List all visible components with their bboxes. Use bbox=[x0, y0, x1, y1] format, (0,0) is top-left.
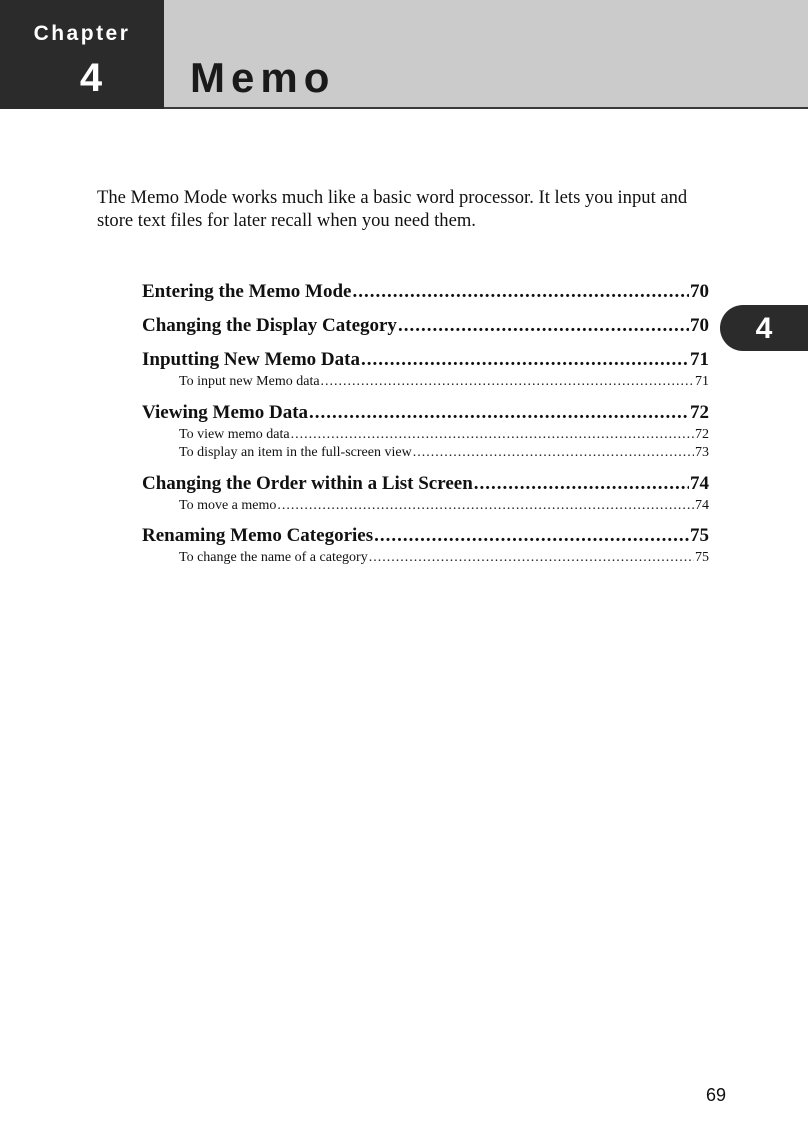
toc-subentry-label: To change the name of a category bbox=[179, 550, 368, 565]
toc-entry-label: Changing the Display Category bbox=[142, 315, 397, 336]
toc-entry-label: Viewing Memo Data bbox=[142, 401, 309, 423]
dot-leader bbox=[352, 279, 689, 305]
dot-leader bbox=[291, 426, 694, 445]
intro-paragraph: The Memo Mode works much like a basic word processor. It lets you input and store text files for later recall when you need them. bbox=[97, 187, 688, 231]
toc-subentry-label: To move a memo bbox=[179, 497, 277, 513]
toc-subentry[interactable] bbox=[142, 444, 709, 463]
toc-subentry[interactable] bbox=[142, 497, 709, 516]
toc-subentry[interactable] bbox=[142, 373, 709, 392]
toc-subentry-label: To input new Memo data bbox=[179, 374, 320, 389]
toc-entry-page: 72 bbox=[690, 401, 709, 423]
toc-subentry[interactable] bbox=[142, 549, 709, 568]
toc-entry[interactable] bbox=[142, 313, 709, 339]
toc-entry-page: 71 bbox=[690, 349, 709, 370]
toc-entry[interactable] bbox=[142, 471, 709, 497]
chapter-badge bbox=[0, 0, 164, 109]
toc-entry[interactable] bbox=[142, 400, 709, 426]
toc-entry[interactable] bbox=[142, 523, 709, 549]
toc-entry-page: 75 bbox=[690, 525, 709, 546]
dot-leader bbox=[361, 347, 689, 373]
toc-entry-page: 70 bbox=[690, 281, 709, 302]
dot-leader bbox=[277, 497, 694, 516]
chapter-title: Memo bbox=[190, 54, 336, 101]
chapter-side-tab bbox=[720, 305, 808, 351]
dot-leader bbox=[369, 549, 694, 568]
dot-leader bbox=[474, 471, 689, 497]
toc-subentry-page: 71 bbox=[695, 374, 709, 389]
toc-subentry[interactable] bbox=[142, 426, 709, 445]
toc-subentry-page: 74 bbox=[695, 497, 709, 513]
toc-entry[interactable] bbox=[142, 279, 709, 305]
chapter-number: 4 bbox=[79, 56, 103, 100]
toc-entry-page: 74 bbox=[690, 472, 709, 494]
toc-entry-label: Inputting New Memo Data bbox=[142, 349, 360, 370]
toc-entry-page: 70 bbox=[690, 315, 709, 336]
dot-leader bbox=[374, 523, 689, 549]
dot-leader bbox=[321, 373, 694, 392]
table-of-contents bbox=[142, 279, 709, 568]
toc-subentry-page: 75 bbox=[695, 550, 709, 565]
toc-entry-label: Renaming Memo Categories bbox=[142, 525, 374, 546]
toc-entry-label: Entering the Memo Mode bbox=[142, 281, 352, 302]
toc-entry[interactable] bbox=[142, 347, 709, 373]
page-number: 69 bbox=[705, 1085, 726, 1105]
toc-subentry-page: 72 bbox=[695, 426, 709, 442]
side-tab-number: 4 bbox=[755, 312, 773, 345]
dot-leader bbox=[413, 444, 694, 463]
toc-subentry-page: 73 bbox=[695, 445, 709, 460]
dot-leader bbox=[309, 400, 689, 426]
chapter-label: Chapter bbox=[33, 22, 131, 45]
dot-leader bbox=[398, 313, 689, 339]
toc-subentry-label: To display an item in the full-screen view bbox=[179, 445, 412, 460]
toc-entry-label: Changing the Order within a List Screen bbox=[142, 472, 473, 494]
toc-subentry-label: To view memo data bbox=[179, 426, 290, 442]
